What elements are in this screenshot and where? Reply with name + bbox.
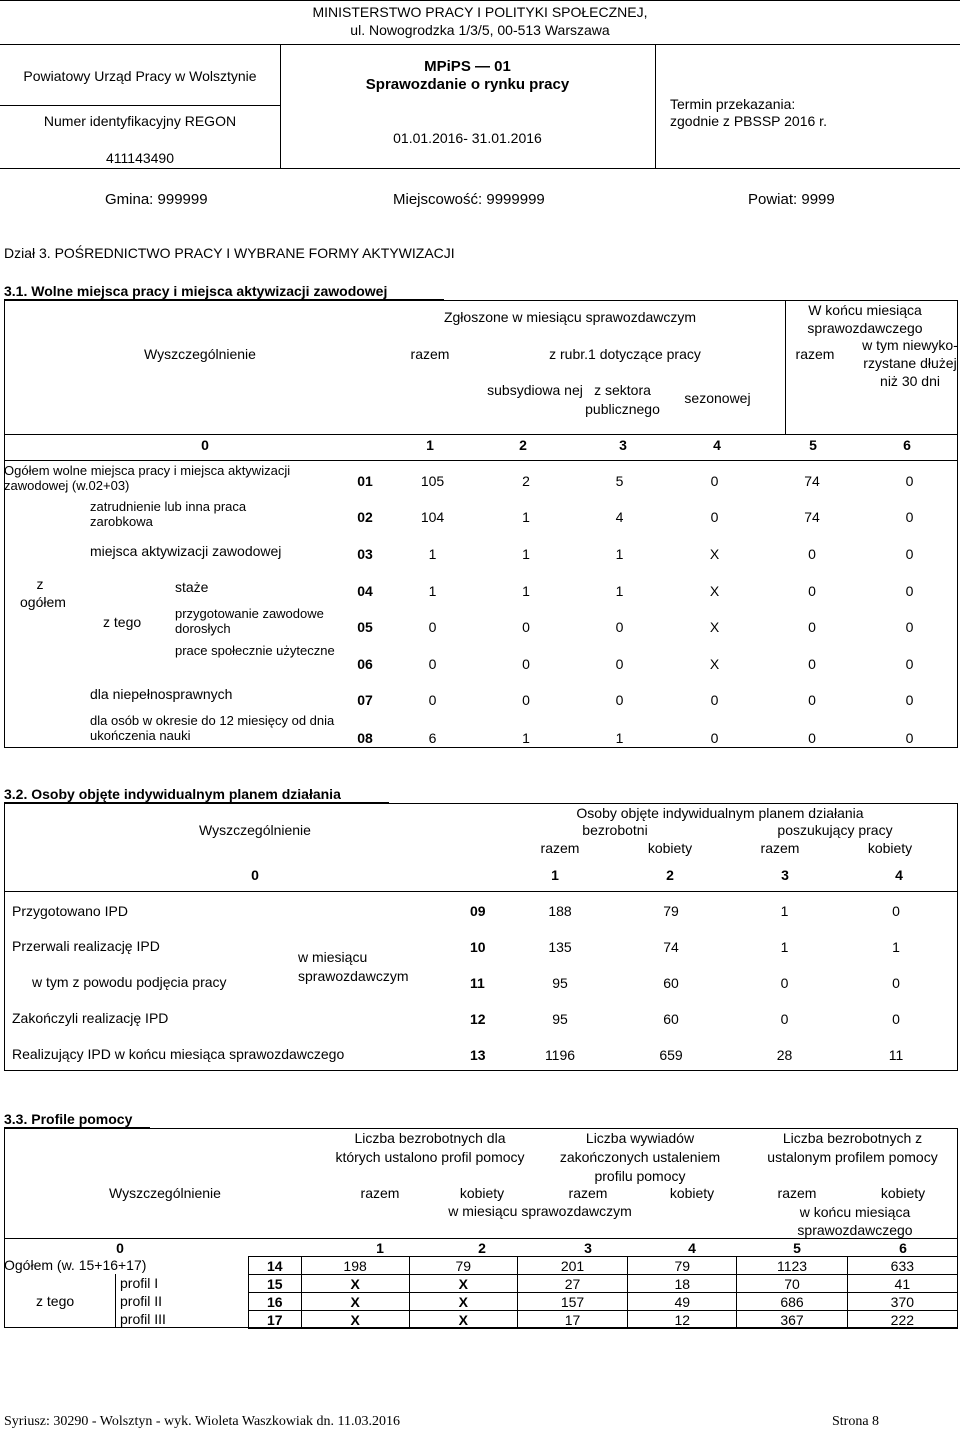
t32-h-razem: razem (760, 840, 800, 856)
cell: 5 (615, 473, 624, 489)
row-code: 13 (470, 1047, 486, 1063)
cell: 0 (615, 692, 624, 708)
deadline-label: Termin przekazania: (670, 96, 796, 112)
t32-row-label: Przerwali realizację IPD (12, 938, 160, 954)
t33-row-label: profil II (120, 1293, 163, 1309)
regon-label: Numer identyfikacyjny REGON (43, 113, 237, 129)
cell: 0 (905, 619, 914, 635)
cell: 1 (892, 939, 900, 955)
cell: 95 (552, 975, 568, 991)
cell: 188 (548, 903, 572, 919)
cell: 0 (710, 730, 719, 746)
cell: 0 (780, 975, 789, 991)
t32-h-osoby: Osoby objęte indywidualnym planem działania (576, 805, 864, 821)
t32-h-bezrobotni: bezrobotni (582, 822, 648, 838)
cell: X (301, 1311, 409, 1329)
t33-row-label: profil III (120, 1311, 166, 1327)
t31-row-label: dla osób w okresie do 12 miesięcy od dnia ukończenia nauki (90, 713, 335, 743)
cell: 0 (905, 545, 914, 562)
cell: X (409, 1311, 517, 1329)
t33-z-tego: z tego (36, 1293, 75, 1309)
cell: 370 (847, 1293, 957, 1311)
cell: 4 (615, 509, 624, 525)
t31-colnum: 4 (713, 437, 721, 453)
row-code: 09 (470, 903, 486, 919)
t31-colnum: 3 (619, 437, 627, 453)
t31-z-ogolem: z ogółem (20, 576, 66, 610)
cell: 659 (659, 1047, 683, 1063)
cell: X (709, 655, 720, 672)
t33-h-kobiety: kobiety (669, 1185, 715, 1201)
t33-h-razem: razem (360, 1185, 400, 1201)
cell: 74 (804, 509, 820, 525)
cell: 222 (847, 1311, 957, 1329)
t32-row-label: Zakończyli realizację IPD (12, 1010, 169, 1026)
t33-row-label: Ogółem (w. 15+16+17) (4, 1257, 147, 1273)
cell: X (709, 582, 720, 599)
cell: X (301, 1293, 409, 1311)
t32-h-wyszcz: Wyszczególnienie (199, 822, 311, 838)
t33-h-g1: Liczba bezrobotnych dla których ustalono profil pomocy (335, 1130, 525, 1165)
t31-z-tego: z tego (103, 614, 142, 630)
cell: 367 (737, 1311, 847, 1329)
t33-title: 3.3. Profile pomocy (4, 1111, 133, 1127)
t32-row-label: w tym z powodu podjęcia pracy (32, 974, 227, 990)
t31-h-sezon: sezonowej (684, 390, 751, 406)
t32-h-kobiety: kobiety (867, 840, 913, 856)
t31-data-grid (345, 463, 957, 758)
cell: 0 (905, 655, 914, 672)
cell: 0 (905, 509, 914, 525)
t31-colnum: 2 (519, 437, 527, 453)
cell: 0 (808, 692, 816, 708)
cell: 1 (780, 903, 789, 919)
t33-h-g3: Liczba bezrobotnych z ustalonym profilem pomocy (767, 1130, 938, 1165)
cell: 0 (710, 692, 719, 708)
row-code: 08 (357, 730, 373, 746)
cell: 105 (420, 473, 445, 489)
t31-row-label: zatrudnienie lub inna praca zarobkowa (90, 499, 247, 529)
cell: 0 (780, 1011, 789, 1027)
t33-colnum: 0 (116, 1240, 124, 1256)
t33-h-g2: Liczba wywiadów zakończonych ustaleniem profilu pomocy (559, 1130, 721, 1184)
cell: 27 (517, 1275, 627, 1293)
row-code: 02 (357, 509, 373, 525)
t31-row-label: prace społecznie użyteczne (175, 643, 335, 658)
t32-colnum: 0 (251, 867, 259, 883)
t31-h-koniec: W końcu miesiąca sprawozdawczego (807, 302, 923, 336)
t31-h-wtym: w tym niewyko- rzystane dłużej niż 30 dni (862, 337, 958, 389)
cell: X (709, 619, 720, 635)
t31-row-label: przygotowanie zawodowe dorosłych (175, 606, 324, 636)
t32-w-miesiacu: w miesiącu sprawozdawczym (298, 949, 409, 984)
cell: 1 (780, 939, 789, 955)
cell: 104 (420, 509, 445, 525)
cell: 0 (892, 903, 900, 919)
footer-page-number: Strona 8 (832, 1414, 880, 1429)
t32-colnum: 1 (551, 867, 559, 883)
cell: 1 (522, 730, 530, 746)
cell: 0 (522, 655, 530, 672)
cell: 1 (615, 730, 624, 746)
powiat: Powiat: 9999 (748, 191, 835, 208)
cell: 6 (428, 730, 437, 746)
t33-h-kobiety: kobiety (880, 1185, 926, 1201)
cell: 0 (892, 1011, 900, 1027)
t31-h-zrubr: z rubr.1 dotyczące pracy (549, 346, 701, 362)
cell: 1196 (544, 1047, 576, 1063)
t31-h-razem: razem (410, 346, 450, 362)
t31-row-label: Ogółem wolne miejsca pracy i miejsca aktywizacji zawodowej (w.02+03) (4, 463, 291, 493)
t33-colnum: 1 (376, 1240, 384, 1256)
t33-colnum: 3 (584, 1240, 592, 1256)
t32-h-razem: razem (540, 840, 580, 856)
cell: 0 (905, 473, 914, 489)
ministry-line1: MINISTERSTWO PRACY I POLITYKI SPOŁECZNEJ, (312, 4, 648, 20)
cell: 0 (892, 975, 900, 991)
gmina: Gmina: 999999 (105, 191, 208, 208)
row-code: 16 (249, 1293, 302, 1311)
cell: 633 (847, 1257, 957, 1275)
cell: 95 (552, 1011, 568, 1027)
cell: 0 (615, 655, 624, 672)
t33-h-kobiety: kobiety (459, 1185, 505, 1201)
cell: 0 (905, 582, 914, 599)
t31-row-label: miejsca aktywizacji zawodowej (90, 543, 282, 559)
t33-colnum: 5 (793, 1240, 801, 1256)
cell: 2 (522, 473, 530, 489)
cell: 79 (409, 1257, 517, 1275)
t31-h-razem2: razem (795, 346, 835, 362)
t32-row-label: Przygotowano IPD (12, 903, 128, 919)
t32-colnum: 2 (666, 867, 674, 883)
miejscowosc: Miejscowość: 9999999 (393, 191, 545, 208)
row-code: 15 (249, 1275, 302, 1293)
row-code: 05 (357, 619, 373, 635)
t33-colnum: 6 (899, 1240, 907, 1256)
cell: 0 (808, 582, 816, 599)
report-period: 01.01.2016- 31.01.2016 (393, 130, 542, 146)
cell: 0 (428, 619, 437, 635)
row-code: 14 (249, 1257, 302, 1275)
cell: 11 (888, 1047, 904, 1063)
cell: 60 (663, 975, 679, 991)
t31-h-sektor: z sektora publicznego (585, 382, 660, 417)
cell: 1 (522, 582, 530, 599)
cell: 28 (776, 1047, 793, 1063)
t32-h-kobiety: kobiety (647, 840, 693, 856)
row-code: 06 (357, 655, 373, 672)
cell: X (409, 1275, 517, 1293)
cell: 0 (710, 509, 719, 525)
t31-colnum: 5 (809, 437, 817, 453)
t33-h-wkoncu: w końcu miesiąca sprawozdawczego (797, 1204, 913, 1238)
cell: 0 (905, 730, 914, 746)
cell: 1 (522, 545, 530, 562)
cell: 0 (905, 692, 914, 708)
t33-colnum: 4 (688, 1240, 696, 1256)
t31-h-subs: subsydiowa nej (487, 382, 583, 398)
row-code: 07 (357, 692, 373, 708)
cell: 41 (847, 1275, 957, 1293)
regon-value: 411143490 (106, 150, 174, 166)
section-title: Dział 3. POŚREDNICTWO PRACY I WYBRANE FORMY AKTYWIZACJI (4, 245, 455, 261)
deadline-value: zgodnie z PBSSP 2016 r. (670, 113, 827, 129)
office-name: Powiatowy Urząd Pracy w Wolsztynie (23, 68, 257, 84)
cell: 0 (522, 619, 530, 635)
ministry-line2: ul. Nowogrodzka 1/3/5, 00-513 Warszawa (350, 22, 610, 38)
cell: 17 (517, 1311, 627, 1329)
t33-data-grid (248, 1256, 958, 1329)
form-title: Sprawozdanie o rynku pracy (365, 76, 570, 93)
cell: 0 (522, 692, 530, 708)
row-code: 04 (357, 582, 373, 599)
t32-title: 3.2. Osoby objęte indywidualnym planem działania (4, 786, 341, 802)
cell: 0 (615, 619, 624, 635)
cell: 157 (517, 1293, 627, 1311)
t33-h-razem: razem (568, 1185, 608, 1201)
t33-h-razem: razem (777, 1185, 817, 1201)
cell: 135 (548, 939, 572, 955)
cell: 74 (663, 939, 679, 955)
cell: 79 (628, 1257, 737, 1275)
t33-colnum: 2 (478, 1240, 486, 1256)
row-code: 11 (470, 975, 485, 991)
cell: 49 (628, 1293, 737, 1311)
cell: 1123 (737, 1257, 847, 1275)
cell: 0 (428, 655, 437, 672)
cell: 0 (428, 692, 437, 708)
cell: 0 (808, 655, 816, 672)
cell: 0 (710, 473, 719, 489)
t32-row-label: Realizujący IPD w końcu miesiąca sprawozdawczego (12, 1046, 345, 1062)
row-code: 03 (357, 545, 373, 562)
cell: 1 (522, 509, 530, 525)
cell: 74 (804, 473, 820, 489)
t32-colnum: 4 (895, 867, 903, 883)
cell: 70 (737, 1275, 847, 1293)
t32-colnum: 3 (781, 867, 789, 883)
cell: 0 (808, 545, 816, 562)
cell: 79 (663, 903, 679, 919)
form-code: MPiPS — 01 (424, 58, 511, 75)
t32-data-grid (470, 893, 950, 1073)
row-code: 12 (470, 1011, 486, 1027)
t31-row-label: staże (175, 579, 209, 595)
t31-row-label: dla niepełnosprawnych (90, 686, 233, 702)
cell: X (709, 545, 720, 562)
cell: 686 (737, 1293, 847, 1311)
footer-left: Syriusz: 30290 - Wolsztyn - wyk. Wioleta Waszkowiak dn. 11.03.2016 (4, 1414, 401, 1429)
cell: X (409, 1293, 517, 1311)
cell: 60 (663, 1011, 679, 1027)
cell: 201 (517, 1257, 627, 1275)
cell: 0 (808, 619, 816, 635)
cell: 1 (428, 582, 437, 599)
row-code: 01 (357, 473, 373, 489)
t31-colnum: 6 (903, 437, 911, 453)
t33-h-wmies: w miesiącu sprawozdawczym (448, 1203, 632, 1219)
t31-h-wyszcz: Wyszczególnienie (144, 346, 256, 362)
cell: 18 (628, 1275, 737, 1293)
t31-h-zgloszone: Zgłoszone w miesiącu sprawozdawczym (443, 309, 697, 325)
t33-h-wyszcz: Wyszczególnienie (109, 1185, 221, 1201)
t33-row-label: profil I (120, 1275, 159, 1291)
cell: 1 (615, 582, 624, 599)
cell: 12 (628, 1311, 737, 1329)
cell: 198 (301, 1257, 409, 1275)
cell: 0 (808, 730, 816, 746)
cell: X (301, 1275, 409, 1293)
row-code: 10 (470, 939, 486, 955)
t31-colnum: 0 (201, 437, 209, 453)
row-code: 17 (249, 1311, 302, 1329)
t31-colnum: 1 (426, 437, 434, 453)
t31-title: 3.1. Wolne miejsca pracy i miejsca aktywizacji zawodowej (4, 283, 388, 299)
cell: 1 (615, 545, 624, 562)
cell: 1 (428, 545, 437, 562)
t32-h-poszukujacy: poszukujący pracy (777, 822, 893, 838)
